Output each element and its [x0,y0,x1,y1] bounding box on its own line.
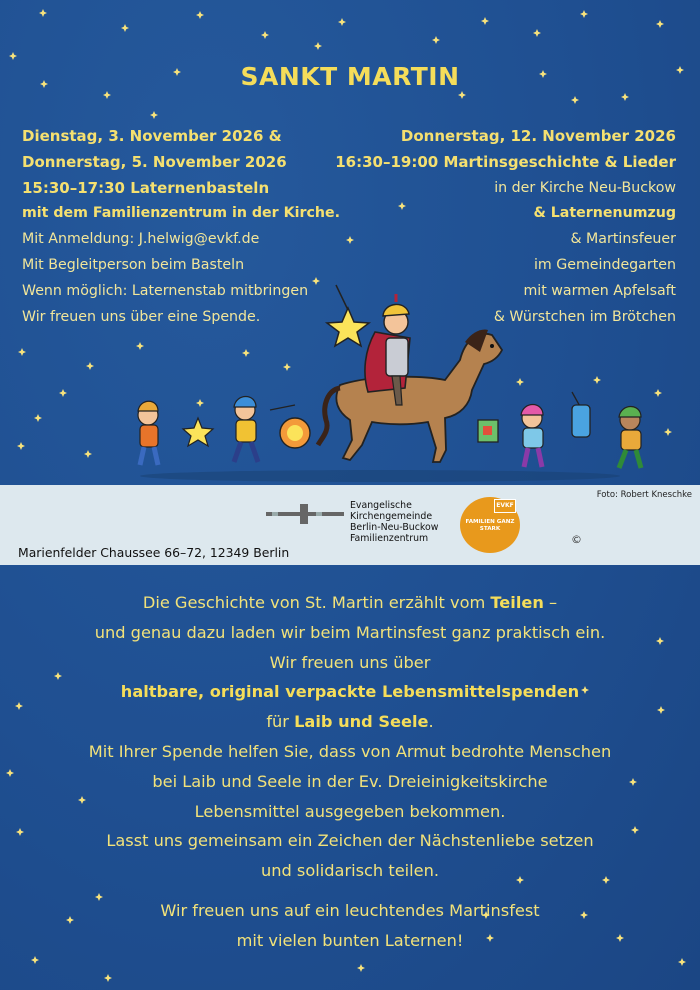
familien-ganz-stark-logo [460,497,520,553]
fam-logo-text: FAMILIEN GANZ STARK [465,519,515,532]
fam-logo-top: EVKF [494,499,516,513]
text-line: mit vielen bunten Laternen! [236,930,464,950]
right-info-line: & Würstchen im Brötchen [493,308,676,325]
address: Marienfelder Chaussee 66–72, 12349 Berlin [18,545,290,560]
saint-martin-icon [365,294,410,405]
church-cross-logo-icon [266,504,344,524]
right-info-line: mit warmen Apfelsaft [523,282,676,299]
text-line: Mit Ihrer Spende helfen Sie, dass von Armut bedrohte Menschen [88,741,612,761]
star-lantern-icon [183,418,213,446]
child-icon [619,407,641,469]
highlight-laib-und-seele: Laib und Seele [294,712,429,732]
text-segment: Die Geschichte von St. Martin erzählt vom [142,593,491,612]
page-title: SANKT MARTIN [240,62,460,91]
tube-lantern-icon [572,392,590,437]
text-line: Wir freuen uns auf ein leuchtendes Martinsfest [160,900,540,920]
text-segment: . [428,712,434,732]
left-info-line: Mit Anmeldung: J.helwig@evkf.de [22,231,260,248]
left-place-line: mit dem Familienzentrum in der Kirche. [22,205,340,222]
text-line: Lasst uns gemeinsam ein Zeichen der Nächstenliebe setzen [106,831,594,851]
photo-credit: Foto: Robert Kneschke [596,490,692,500]
org-line: Familienzentrum [350,533,429,544]
organization-name [350,500,438,544]
cube-lantern-icon [478,420,498,442]
highlight-line: haltbare, original verpackte Lebensmittelspenden [120,682,580,702]
star-lantern-icon [327,285,369,346]
text-segment: – [543,593,558,612]
right-info-line: in der Kirche Neu-Buckow [494,179,676,196]
text-line [0,588,700,618]
left-info-line: Wir freuen uns über eine Spende. [22,308,261,325]
child-icon [138,401,158,465]
left-date-line-1: Dienstag, 3. November 2026 & [22,127,282,145]
text-line: und solidarisch teilen. [260,861,440,881]
org-line: Evangelische [350,500,412,511]
left-info-line: Wenn möglich: Laternenstab mitbringen [22,282,309,299]
org-line: Berlin-Neu-Buckow [350,522,439,533]
copyright-symbol: © [571,533,582,546]
text-segment: für [266,712,295,732]
round-lantern-icon [270,405,310,448]
right-time-line: 16:30–19:00 Martinsgeschichte & Lieder [335,152,676,171]
right-info-line: & Martinsfeuer [570,231,676,248]
right-date-line: Donnerstag, 12. November 2026 [400,127,676,145]
spacer [0,886,700,896]
donation-text [0,588,700,956]
left-time-line: 15:30–17:30 Laternenbasteln [22,178,270,197]
lantern-procession-illustration [100,280,660,485]
text-line: bei Laib und Seele in der Ev. Dreieinigkeitskirche [152,771,548,791]
left-date-line-2: Donnerstag, 5. November 2026 [22,152,287,171]
org-line: Kirchengemeinde [350,511,433,522]
child-icon [234,397,258,463]
text-line: und genau dazu laden wir beim Martinsfest ganz praktisch ein. [94,622,606,642]
child-icon [521,405,543,468]
highlight-teilen: Teilen [490,593,544,612]
text-line: Lebensmittel ausgegeben bekommen. [194,801,506,821]
left-info-line: Mit Begleitperson beim Basteln [22,256,245,273]
text-line: Wir freuen uns über [269,652,431,672]
right-info-line: im Gemeindegarten [533,256,676,273]
text-line [0,707,700,737]
right-info-line: & Laternenumzug [533,205,676,222]
horse-icon [318,330,502,463]
